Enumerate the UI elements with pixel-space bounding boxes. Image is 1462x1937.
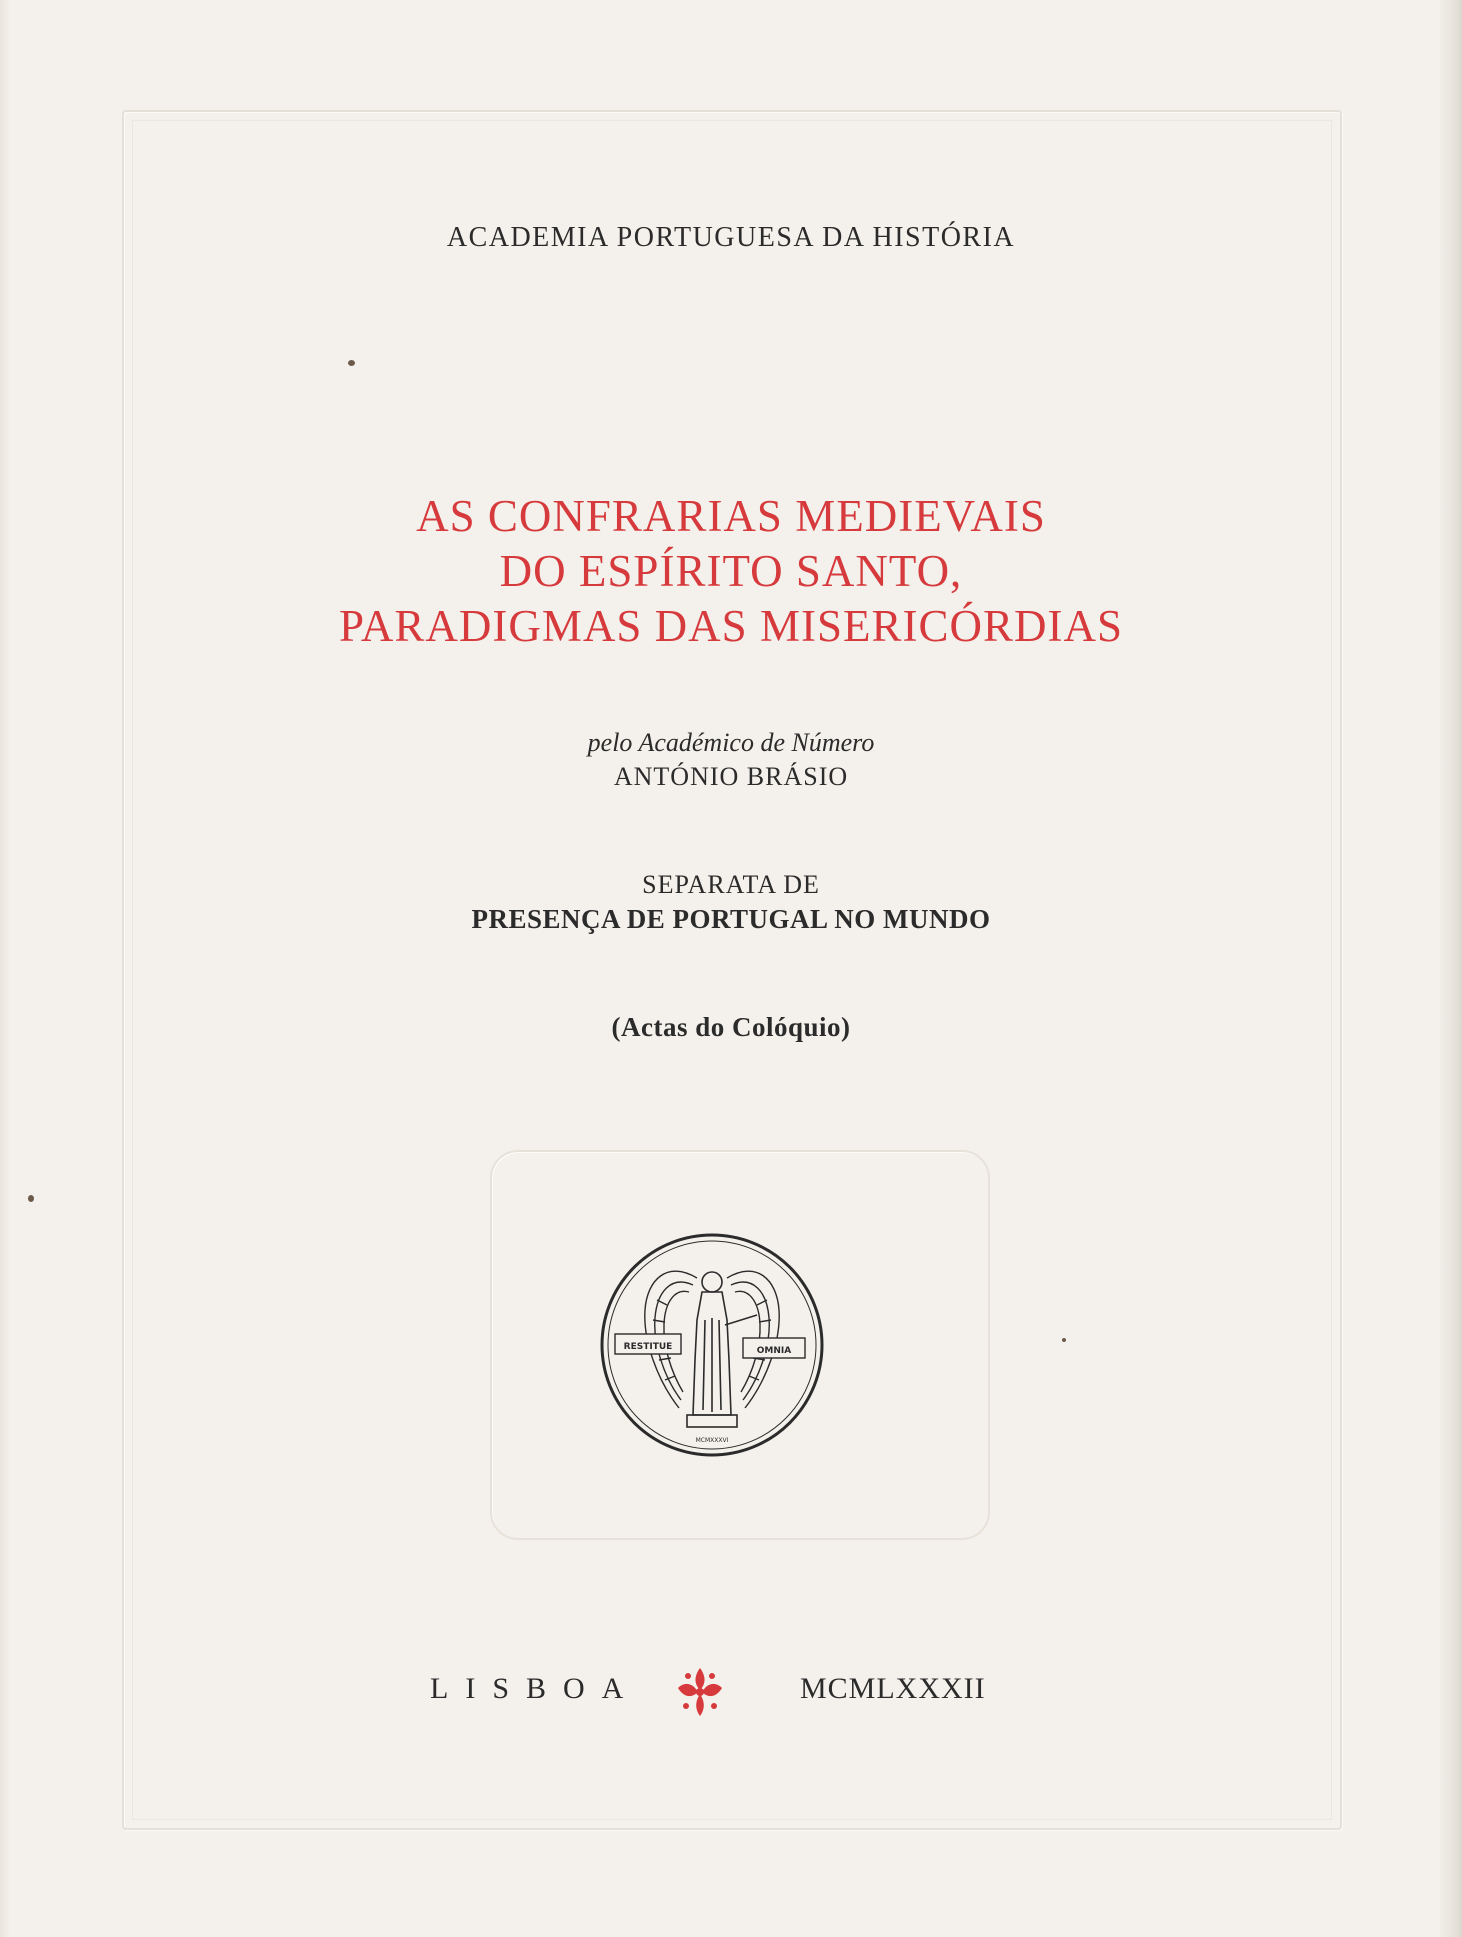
paper-speck [1062,1338,1066,1342]
seal-bottom-text: MCMXXXVI [695,1437,729,1444]
separata-label: SEPARATA DE [642,870,820,899]
imprint-city: LISBOA [430,1672,641,1705]
title-line-1: AS CONFRARIAS MEDIEVAIS [416,491,1046,541]
paper-speck [348,360,355,366]
imprint-footer [0,1672,1462,1722]
imprint-year: MCMLXXXII [800,1672,986,1705]
title-line-2: DO ESPÍRITO SANTO, [499,546,963,596]
journal-title: PRESENÇA DE PORTUGAL NO MUNDO [471,904,991,934]
author-name: ANTÓNIO BRÁSIO [613,762,849,791]
byline: pelo Académico de Número [587,728,875,757]
fleuron-icon [670,1662,730,1722]
motto-banners [615,1334,805,1358]
title-line-3: PARADIGMAS DAS MISERICÓRDIAS [339,601,1123,651]
seal-motto-right: OMNIA [756,1346,792,1356]
embossed-frame-inner [132,120,1332,1820]
academy-seal-icon [597,1230,827,1460]
paper-speck [28,1195,34,1202]
seal-motto-left: RESTITUE [623,1342,673,1352]
proceedings-label: (Actas do Colóquio) [611,1012,851,1042]
paper-left-edge [0,0,10,1937]
publisher-name: ACADEMIA PORTUGUESA DA HISTÓRIA [446,222,1016,253]
pedestal-icon [687,1415,737,1427]
paper-right-edge [1440,0,1462,1937]
